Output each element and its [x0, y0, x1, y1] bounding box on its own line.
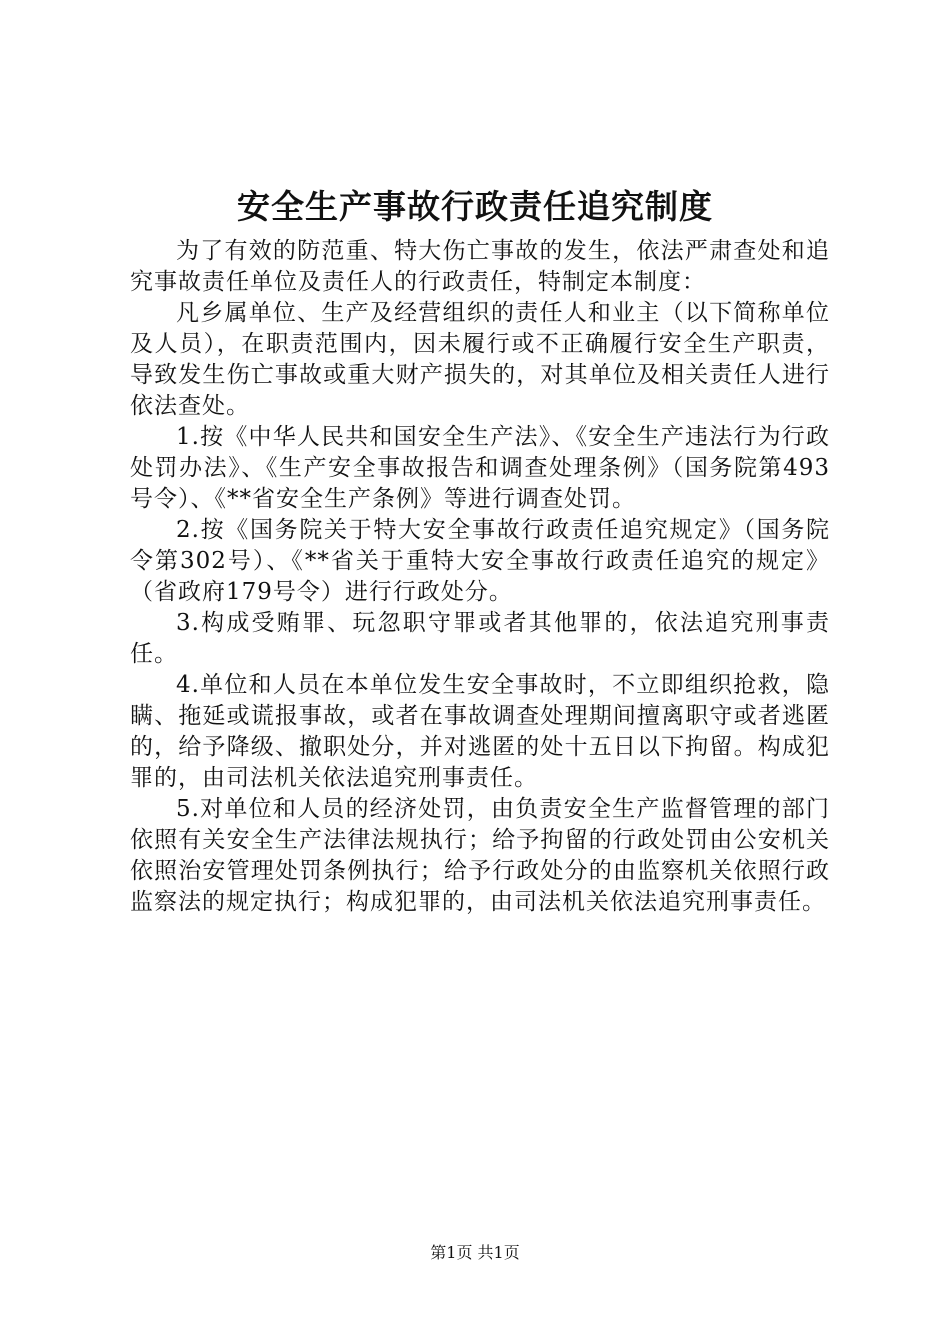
paragraph-scope: 凡乡属单位、生产及经营组织的责任人和业主（以下简称单位及人员），在职责范围内，因未履行或不正确履行安全生产职责，导致发生伤亡事故或重大财产损失的，对其单位及相关责任人进行依法查处。: [130, 300, 830, 419]
paragraph-item-3: 3.构成受贿罪、玩忽职守罪或者其他罪的，依法追究刑事责任。: [130, 610, 830, 667]
paragraph-item-2: 2.按《国务院关于特大安全事故行政责任追究规定》（国务院令第302号）、《**省关于重特大安全事故行政责任追究的规定》（省政府179号令）进行行政处分。: [130, 517, 830, 605]
paragraph-item-5: 5.对单位和人员的经济处罚，由负责安全生产监督管理的部门依照有关安全生产法律法规执行；给予拘留的行政处罚由公安机关依照治安管理处罚条例执行；给予行政处分的由监察机关依照行政监察法的规定执行；构成犯罪的，由司法机关依法追究刑事责任。: [130, 796, 830, 915]
paragraph-intro: 为了有效的防范重、特大伤亡事故的发生，依法严肃查处和追究事故责任单位及责任人的行政责任，特制定本制度：: [130, 238, 830, 295]
document-body: [130, 236, 830, 918]
paragraph-item-4: 4.单位和人员在本单位发生安全事故时，不立即组织抢救，隐瞒、拖延或谎报事故，或者在事故调查处理期间擅离职守或者逃匿的，给予降级、撤职处分，并对逃匿的处十五日以下拘留。构成犯罪的，由司法机关依法追究刑事责任。: [130, 672, 830, 791]
page-footer: 第1页 共1页: [430, 1243, 520, 1262]
document-title: 安全生产事故行政责任追究制度: [237, 187, 713, 226]
paragraph-item-1: 1.按《中华人民共和国安全生产法》、《安全生产违法行为行政处罚办法》、《生产安全事故报告和调查处理条例》（国务院第493号令）、《**省安全生产条例》等进行调查处罚。: [130, 424, 830, 512]
